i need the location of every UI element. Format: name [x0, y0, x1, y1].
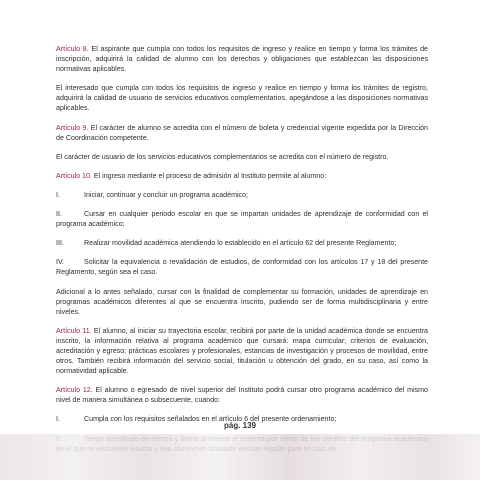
article-label: Artículo 11. [56, 326, 92, 335]
paragraph-text: El ingreso mediante el proceso de admisión al Instituto permite al alumno: [91, 171, 327, 180]
article-label: Artículo 8. [56, 45, 89, 53]
article-11-paragraph [56, 326, 428, 376]
list-item-text: Cursar en cualquier periodo escolar en que se impartan unidades de aprendizaje de conformidad con el programa académico; [56, 210, 428, 229]
list-numeral: I. [56, 190, 60, 199]
paragraph-text: El alumno, al iniciar su trayectoria escolar, recibirá por parte de la unidad académica donde se encuentra inscrito, la información relativa al programa académico que cursará: mapa curricular; criterios de evaluación, acreditación y egreso; prácticas escolares y profesionales, estancias de investigación y procesos de movilidad, entre otros. También recibirá información del servicio social, titulación u obtención del grado, en su caso, así como la normatividad aplicable. [56, 326, 428, 376]
article-8-paragraph [56, 44, 428, 74]
paragraph-text: Adicional a lo antes señalado, cursar con la finalidad de complementar su formación, unidades de aprendizaje en programas académicos diferentes al que se encuentra inscrito, pudiendo ser de forma multidisciplinaria y entre niveles. [56, 287, 428, 316]
paragraph-text: El carácter de usuario de los servicios educativos complementarios se acredita con el número de registro. [56, 152, 389, 161]
list-item-text: Iniciar, continuar y concluir un programa académico; [84, 190, 249, 199]
list-item-text: Cumpla con los requisitos señalados en el artículo 6 del presente ordenamiento; [84, 415, 337, 424]
article-label: Artículo 9. [56, 123, 89, 132]
page-number: pág. 139 [223, 421, 256, 430]
article-label: Artículo 10. [56, 171, 92, 180]
list-numeral: I. [56, 415, 60, 424]
article-9-paragraph [56, 123, 428, 143]
article-10-paragraph [56, 171, 428, 181]
list-item [56, 257, 428, 277]
list-item-text: Solicitar la equivalencia o revalidación de estudios, de conformidad con los artículos 17 y 18 del presente Reglamento, según sea el caso. [56, 258, 428, 277]
list-numeral: III. [56, 239, 64, 248]
list-item-text: Realizar movilidad académica atendiendo lo establecido en el artículo 62 del presente Reglamento; [84, 239, 397, 248]
decorative-footer-band [0, 434, 480, 480]
list-numeral: II. [56, 210, 62, 219]
paragraph-text: El carácter de alumno se acredita con el número de boleta y credencial vigente expedida por la Dirección de Coordinación competente. [56, 123, 428, 142]
list-item [56, 190, 428, 200]
paragraph [56, 152, 428, 162]
article-12-paragraph [56, 385, 428, 405]
paragraph [56, 83, 428, 113]
list-numeral: IV. [56, 258, 65, 267]
list-item [56, 238, 428, 248]
article-label: Artículo 12. [56, 386, 93, 395]
paragraph-text: El alumno o egresado de nivel superior del Instituto podrá cursar otro programa académico del mismo nivel de manera simultánea o subsecuente, cuando: [56, 386, 428, 405]
paragraph-text: El interesado que cumpla con todos los requisitos de ingreso y realice en tiempo y forma los trámites de registro, adquirirá la calidad de usuario de servicios educativos complementarios, apegándose a las disposiciones normativas aplicables. [56, 84, 428, 113]
document-body [56, 44, 428, 463]
list-item [56, 209, 428, 229]
paragraph-text: El aspirante que cumpla con todos los requisitos de ingreso y realice en tiempo y forma los trámites de inscripción, adquirirá la calidad de alumno con los derechos y obligaciones que establezcan las disposiciones normativas aplicables. [56, 45, 428, 74]
paragraph [56, 287, 428, 317]
